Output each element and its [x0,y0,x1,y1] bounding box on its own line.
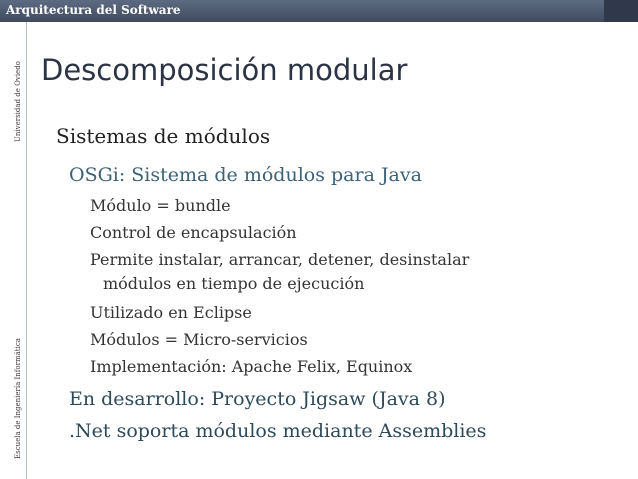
bullet-level2: OSGi: Sistema de módulos para Java [69,164,422,186]
university-label: Universidad de Oviedo [14,61,22,142]
bullet-level1: Sistemas de módulos [56,124,271,148]
slide-title: Descomposición modular [41,53,408,87]
sidebar-divider [26,22,27,479]
bullet-level2: .Net soporta módulos mediante Assemblies [69,420,487,442]
bullet-level2: En desarrollo: Proyecto Jigsaw (Java 8) [69,388,446,410]
bullet-level3: Módulos = Micro-servicios [90,330,308,349]
section-title: Arquitectura del Software [6,3,181,17]
bullet-level3-continuation: módulos en tiempo de ejecución [103,274,365,293]
bullet-level3: Permite instalar, arrancar, detener, desinstalar [90,250,470,269]
bullet-level3: Control de encapsulación [90,223,297,242]
bullet-level3: Implementación: Apache Felix, Equinox [90,357,413,376]
bullet-level3: Módulo = bundle [90,196,231,215]
header-accent-block [604,0,638,22]
header-bar [0,0,638,22]
bullet-level3: Utilizado en Eclipse [90,303,252,322]
school-label: Escuela de Ingeniería Informática [14,338,22,459]
